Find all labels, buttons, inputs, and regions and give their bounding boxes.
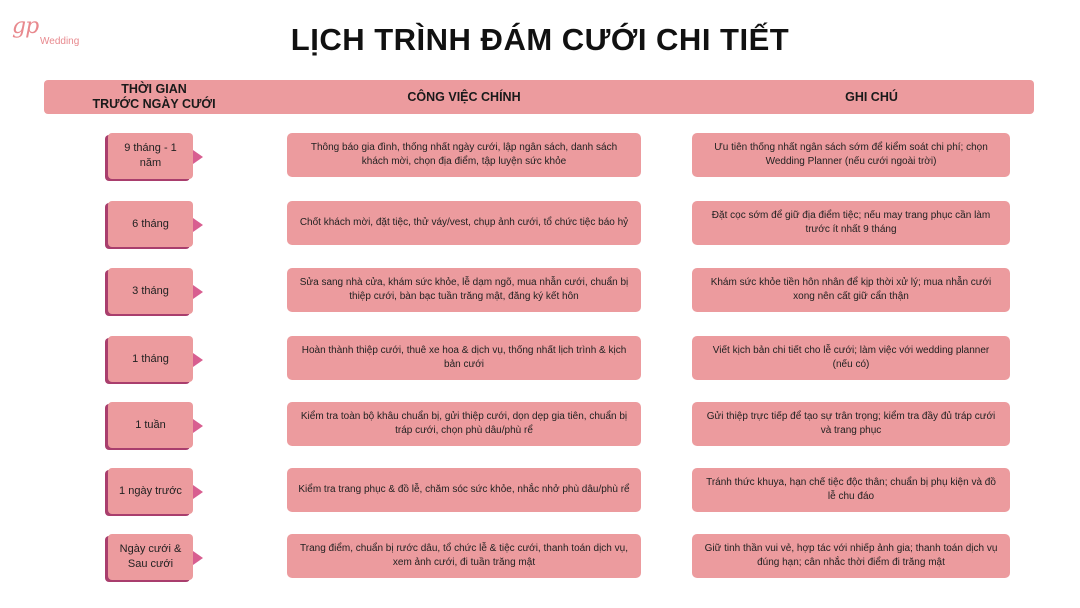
- task-text: Kiểm tra toàn bộ khâu chuẩn bị, gửi thiệp cưới, dọn dẹp gia tiên, chuẩn bị tráp cưới, chọn phù dâu/phù rể: [300, 411, 628, 436]
- schedule-row: [0, 402, 1080, 450]
- schedule-row: [0, 468, 1080, 516]
- schedule-row: [0, 201, 1080, 249]
- time-label: Ngày cưới & Sau cưới: [119, 543, 182, 570]
- task-box: [287, 402, 641, 446]
- task-text: Chốt khách mời, đặt tiệc, thử váy/vest, chụp ảnh cưới, tổ chức tiệc báo hỷ: [299, 217, 629, 228]
- schedule-row: [0, 133, 1080, 181]
- time-label: 1 ngày trước: [119, 484, 182, 497]
- header-note: GHI CHÚ: [845, 89, 898, 104]
- logo-text: Wedding: [40, 36, 80, 47]
- time-label: 9 tháng - 1 năm: [124, 142, 177, 169]
- arrow-right-icon: [193, 285, 203, 299]
- task-text: Trang điểm, chuẩn bị rước dâu, tổ chức lễ & tiệc cưới, thanh toán dịch vụ, xem ảnh cưới, đi tuần trăng mật: [300, 543, 628, 568]
- task-box: [287, 336, 641, 380]
- header-task: CÔNG VIỆC CHÍNH: [407, 89, 521, 104]
- task-text: Kiểm tra trang phục & đồ lễ, chăm sóc sức khỏe, nhắc nhở phù dâu/phù rể: [298, 484, 630, 495]
- note-text: Ưu tiên thống nhất ngân sách sớm để kiểm soát chi phí; chọn Wedding Planner (nếu cưới ngoài trời): [714, 142, 988, 167]
- arrow-right-icon: [193, 419, 203, 433]
- task-text: Thông báo gia đình, thống nhất ngày cưới, lập ngân sách, danh sách khách mời, chọn địa điểm, tập luyện sức khỏe: [310, 142, 618, 167]
- arrow-right-icon: [193, 150, 203, 164]
- time-box: [108, 201, 193, 247]
- arrow-right-icon: [193, 218, 203, 232]
- page-title: LỊCH TRÌNH ĐÁM CƯỚI CHI TIẾT: [290, 22, 790, 57]
- time-label: 1 tháng: [132, 352, 169, 365]
- task-text: Hoàn thành thiệp cưới, thuê xe hoa & dịch vụ, thống nhất lịch trình & kịch bản cưới: [301, 345, 627, 370]
- schedule-row: [0, 268, 1080, 316]
- note-text: Giữ tinh thần vui vẻ, hợp tác với nhiếp ảnh gia; thanh toán dịch vụ đúng hạn; cân nhắc thời điểm đi trăng mật: [704, 543, 998, 568]
- task-box: [287, 133, 641, 177]
- schedule-row: [0, 336, 1080, 384]
- note-text: Tránh thức khuya, hạn chế tiệc độc thân; chuẩn bị phụ kiện và đồ lễ chu đáo: [706, 477, 996, 502]
- task-box: [287, 534, 641, 578]
- arrow-right-icon: [193, 485, 203, 499]
- note-box: [692, 201, 1010, 245]
- time-box: [108, 336, 193, 382]
- note-text: Viết kịch bản chi tiết cho lễ cưới; làm việc với wedding planner (nếu có): [712, 345, 990, 370]
- note-box: [692, 133, 1010, 177]
- time-label: 1 tuần: [135, 418, 166, 431]
- time-box: [108, 133, 193, 179]
- arrow-right-icon: [193, 353, 203, 367]
- schedule-row: [0, 534, 1080, 582]
- note-box: [692, 468, 1010, 512]
- task-text: Sửa sang nhà cửa, khám sức khỏe, lễ dạm ngõ, mua nhẫn cưới, chuẩn bị thiệp cưới, bàn bạc tuần trăng mật, đăng ký kết hôn: [299, 277, 629, 302]
- logo-mark: gp: [12, 14, 39, 39]
- time-box: [108, 402, 193, 448]
- header-time: THỜI GIAN TRƯỚC NGÀY CƯỚI: [92, 82, 216, 111]
- note-box: [692, 268, 1010, 312]
- time-box: [108, 534, 193, 580]
- time-label: 6 tháng: [132, 217, 169, 230]
- note-box: [692, 534, 1010, 578]
- table-header: [44, 80, 1034, 114]
- task-box: [287, 268, 641, 312]
- arrow-right-icon: [193, 551, 203, 565]
- note-box: [692, 402, 1010, 446]
- time-label: 3 tháng: [132, 284, 169, 297]
- task-box: [287, 201, 641, 245]
- task-box: [287, 468, 641, 512]
- note-text: Gửi thiệp trực tiếp để tạo sự trân trọng; kiểm tra đầy đủ tráp cưới và trang phục: [706, 411, 996, 436]
- note-text: Đặt cọc sớm để giữ địa điểm tiệc; nếu may trang phục cần làm trước ít nhất 9 tháng: [711, 210, 991, 235]
- time-box: [108, 468, 193, 514]
- note-box: [692, 336, 1010, 380]
- note-text: Khám sức khỏe tiền hôn nhân để kịp thời xử lý; mua nhẫn cưới xong nên cất giữ cẩn thận: [710, 277, 992, 302]
- time-box: [108, 268, 193, 314]
